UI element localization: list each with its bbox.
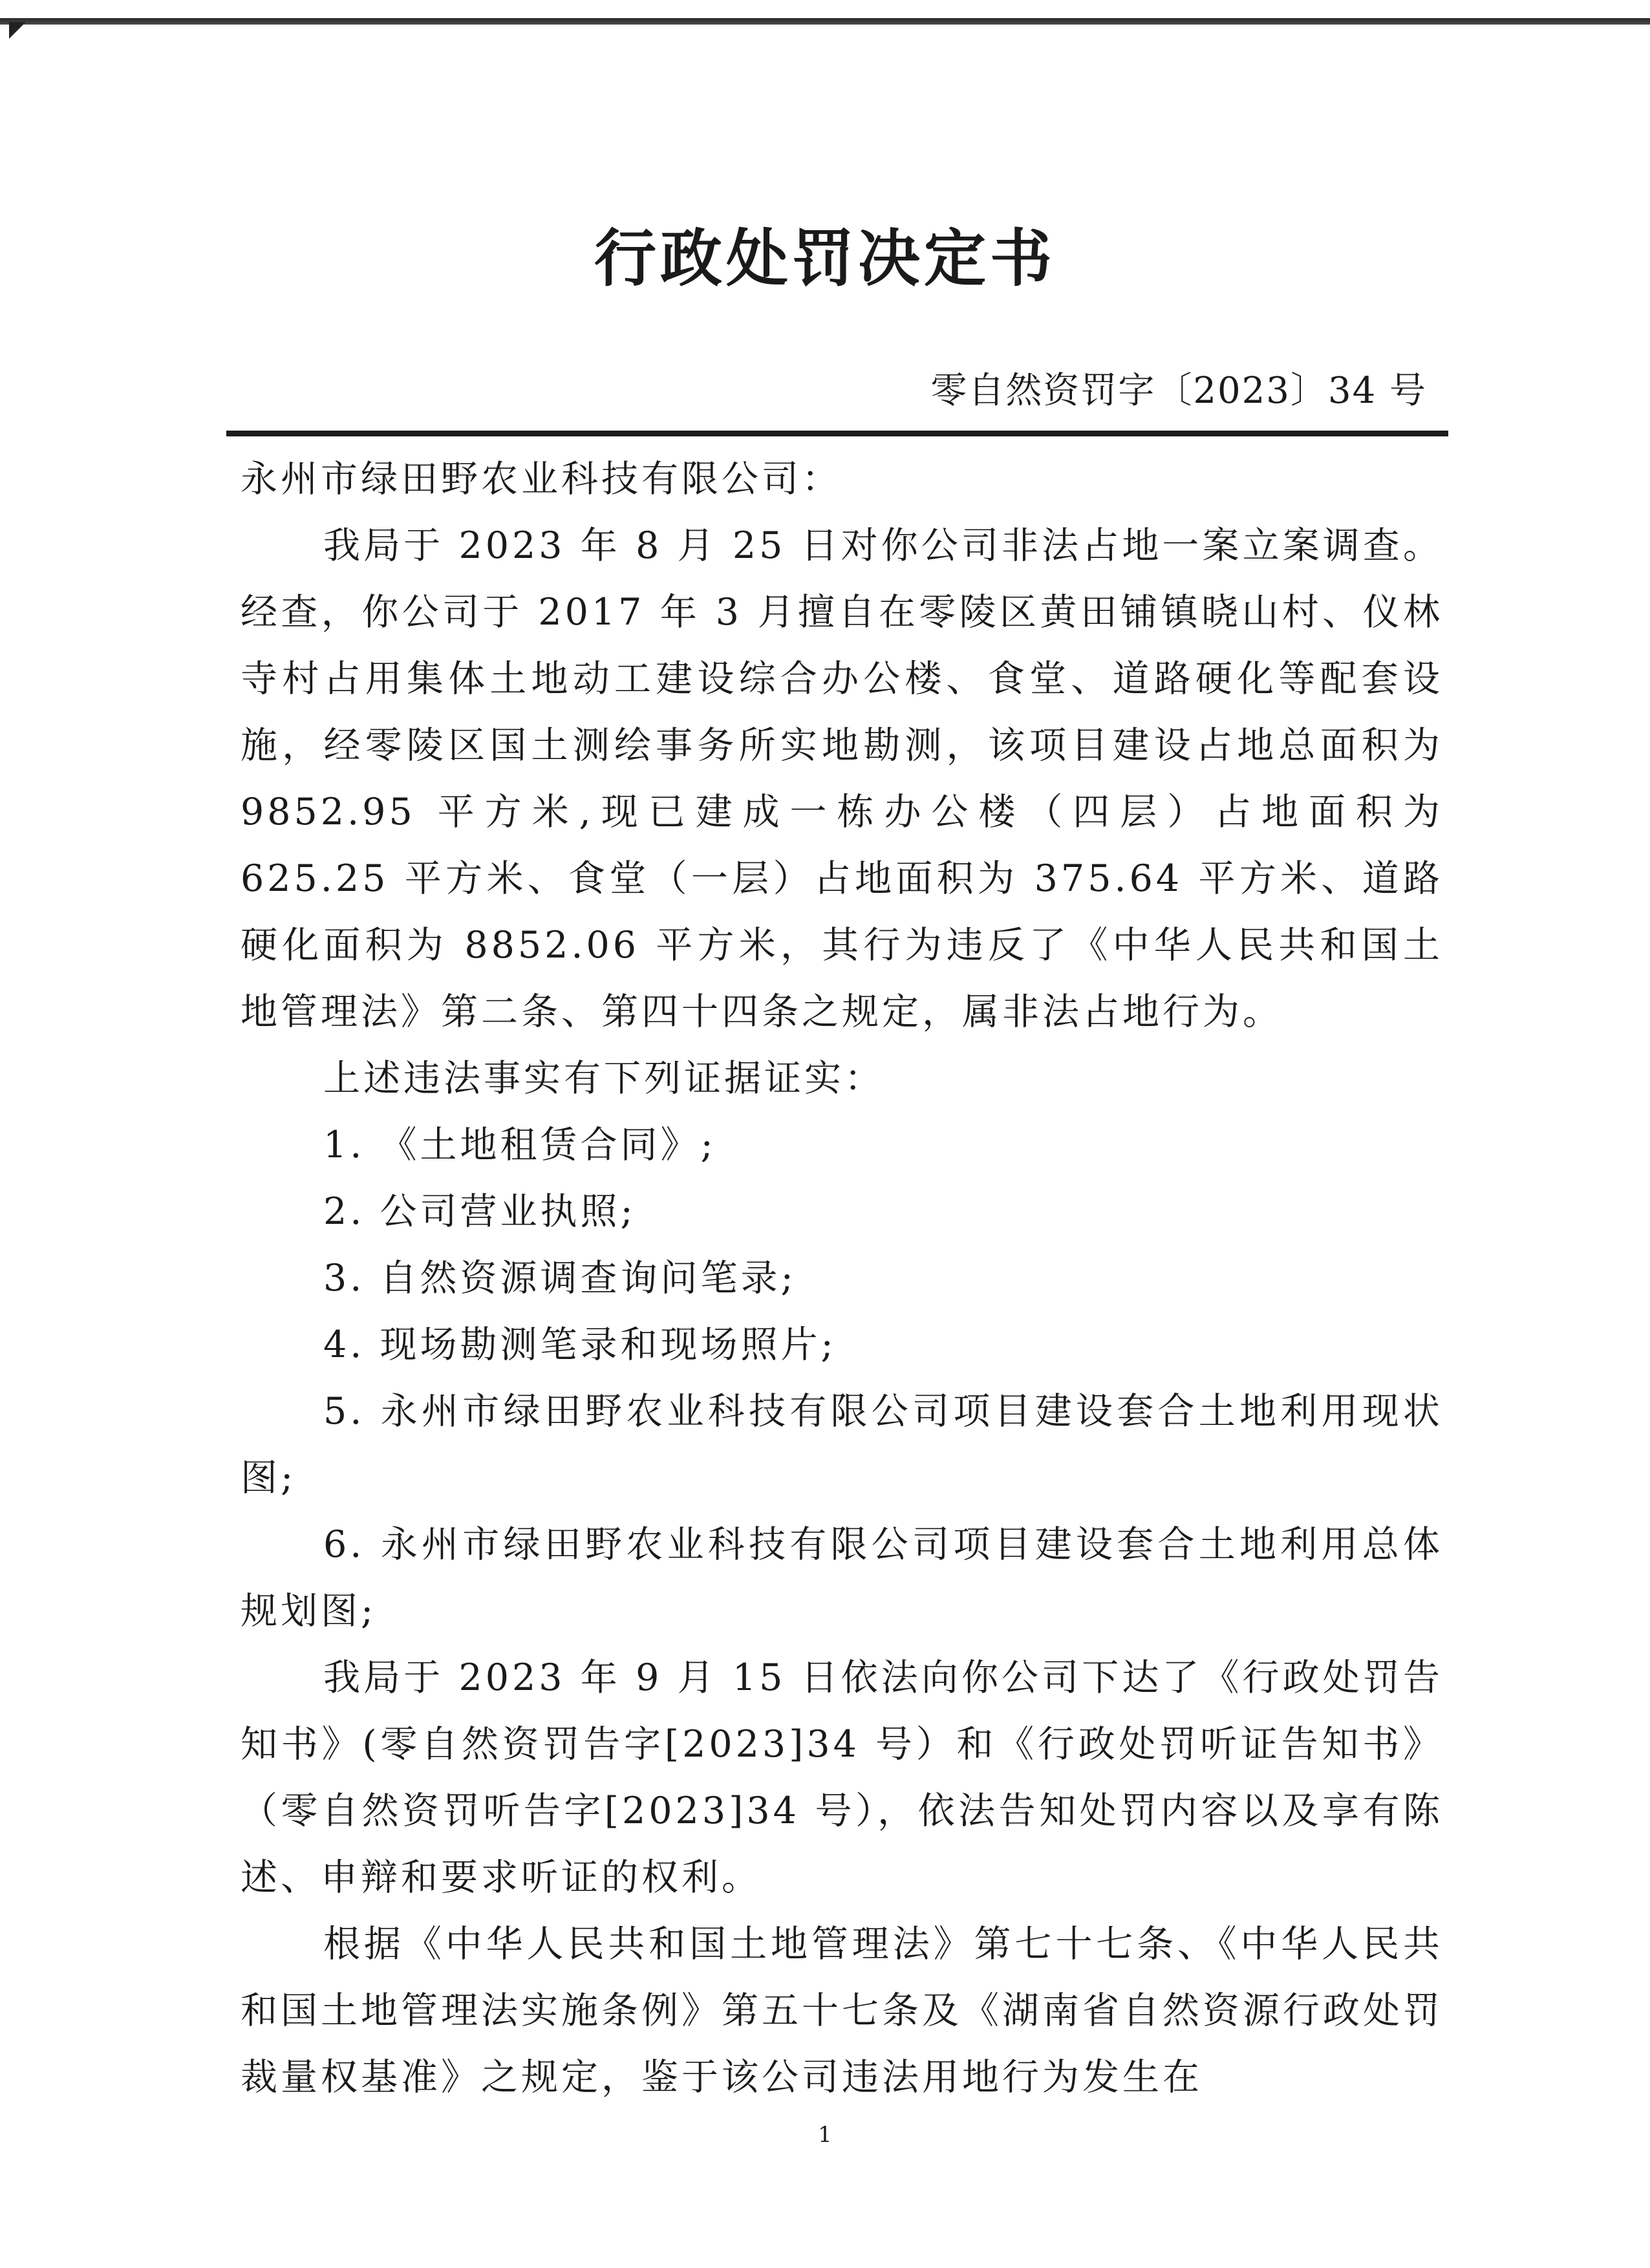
document-title: 行政处罚决定书 xyxy=(594,222,1056,295)
evidence-item: 4. 现场勘测笔录和现场照片; xyxy=(323,1323,837,1366)
evidence-item: 1. 《土地租赁合同》; xyxy=(323,1124,716,1166)
paragraph-case-facts: 我局于 2023 年 8 月 25 日对你公司非法占地一案立案调查。经查，你公司于 2017 年 3 月擅自在零陵区黄田铺镇晓山村、仪林寺村占用集体土地动工建设综合办公楼、食堂、道路硬化等配套设施，经零陵区国土测绘事务所实地勘测，该项目建设占地总面积为 9852.95 平方米,现已建成一栋办公楼（四层）占地面积为 625.25 平方米、食堂（一层）占地面积为 375.64 平方米、道路硬化面积为 8852.06 平方米，其行为违反了《中华人民共和国土地管理法》第二条、第四十四条之规定，属非法占地行为。 xyxy=(241,524,1443,1033)
paragraph-legal-basis: 根据《中华人民共和国土地管理法》第七十七条、《中华人民共和国土地管理法实施条例》第五十七条及《湖南省自然资源行政处罚裁量权基准》之规定，鉴于该公司违法用地行为发生在 xyxy=(241,1923,1443,2099)
addressee: 永州市绿田野农业科技有限公司： xyxy=(241,458,842,500)
document-body xyxy=(241,446,1443,2111)
paragraph-notice: 我局于 2023 年 9 月 15 日依法向你公司下达了《行政处罚告知书》(零自然资罚告字[2023]34 号）和《行政处罚听证告知书》（零自然资罚听告字[2023]34 号），依法告知处罚内容以及享有陈述、申辩和要求听证的权利。 xyxy=(241,1656,1443,1899)
document-number: 零自然资罚字〔2023〕34 号 xyxy=(930,370,1427,412)
evidence-item: 6. 永州市绿田野农业科技有限公司项目建设套合土地利用总体规划图; xyxy=(241,1523,1443,1632)
header-rule xyxy=(226,431,1448,436)
scan-corner-mark xyxy=(9,22,26,39)
evidence-item: 5. 永州市绿田野农业科技有限公司项目建设套合土地利用现状图; xyxy=(241,1390,1443,1499)
scan-top-edge xyxy=(0,18,1650,25)
page-number: 1 xyxy=(818,2122,832,2148)
evidence-item: 3. 自然资源调查询问笔录; xyxy=(323,1257,797,1300)
evidence-item: 2. 公司营业执照; xyxy=(323,1190,636,1233)
paragraph-evidence-intro: 上述违法事实有下列证据证实： xyxy=(323,1057,884,1100)
